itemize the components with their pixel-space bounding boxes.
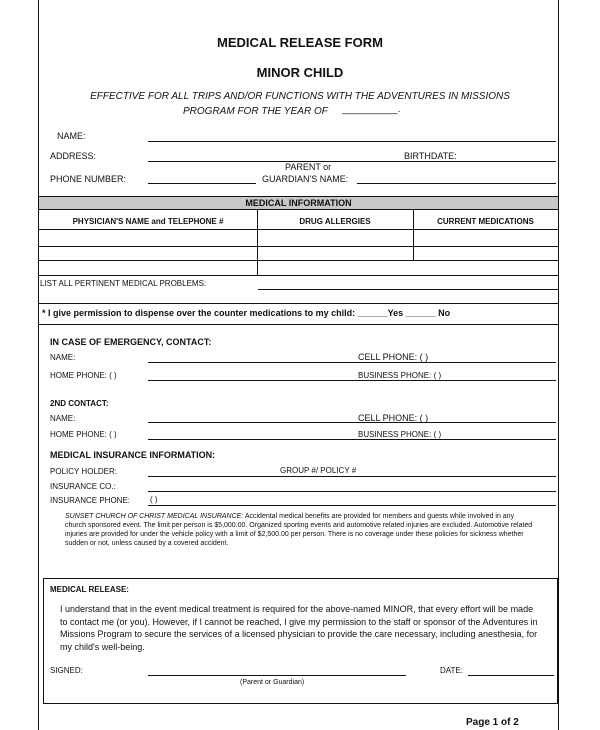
col-medications: CURRENT MEDICATIONS: [437, 217, 534, 226]
page-number: Page 1 of 2: [466, 717, 519, 728]
col-allergies: DRUG ALLERGIES: [299, 217, 371, 226]
birthdate-label: BIRTHDATE:: [404, 151, 457, 161]
medical-problems-label: LIST ALL PERTINENT MEDICAL PROBLEMS:: [40, 279, 207, 288]
parent-field[interactable]: [357, 183, 556, 184]
emergency-header: IN CASE OF EMERGENCY, CONTACT:: [50, 337, 212, 347]
name-label: NAME:: [57, 131, 86, 141]
second-home-label: HOME PHONE: ( ): [50, 430, 117, 439]
emergency-home-field[interactable]: [148, 380, 556, 381]
insurance-phone-paren: ( ): [150, 495, 158, 504]
address-field[interactable]: [148, 161, 556, 162]
group-policy-label: GROUP #/ POLICY #: [280, 466, 357, 475]
effective-line: EFFECTIVE FOR ALL TRIPS AND/OR FUNCTIONS WITH THE ADVENTURES IN MISSIONS: [90, 91, 510, 102]
parent-label-1: PARENT or: [285, 162, 332, 172]
insurance-header: MEDICAL INSURANCE INFORMATION:: [50, 450, 216, 460]
emergency-name-field[interactable]: [148, 362, 556, 363]
second-contact-header: 2ND CONTACT:: [50, 399, 109, 408]
col-physician: PHYSICIAN'S NAME and TELEPHONE #: [72, 217, 224, 226]
date-label: DATE:: [440, 666, 463, 675]
address-label: ADDRESS:: [50, 151, 97, 161]
parent-label-2: GUARDIAN'S NAME:: [262, 174, 349, 184]
year-field[interactable]: __________.: [342, 104, 401, 115]
form-title: MEDICAL RELEASE FORM: [217, 35, 383, 50]
date-field[interactable]: [468, 675, 554, 676]
emergency-home-label: HOME PHONE: ( ): [50, 371, 117, 380]
insurance-phone-label: INSURANCE PHONE:: [50, 496, 131, 505]
second-cell-label: CELL PHONE: ( ): [358, 413, 429, 423]
second-name-label: NAME:: [50, 414, 76, 423]
phone-label: PHONE NUMBER:: [50, 174, 127, 184]
insurance-note-lead: SUNSET CHURCH OF CHRIST MEDICAL INSURANCE:: [65, 513, 244, 520]
form-subtitle: MINOR CHILD: [256, 65, 344, 80]
page-border-right: [558, 0, 559, 730]
release-header: MEDICAL RELEASE:: [50, 585, 129, 594]
parent-guardian-caption: (Parent or Guardian): [240, 679, 305, 686]
year-label: PROGRAM FOR THE YEAR OF: [183, 106, 328, 117]
second-business-label: BUSINESS PHONE: ( ): [358, 430, 442, 439]
insurance-note: [65, 512, 535, 548]
phone-field[interactable]: [148, 183, 256, 184]
signed-label: SIGNED:: [50, 666, 83, 675]
policy-holder-label: POLICY HOLDER:: [50, 467, 117, 476]
medical-problems-field[interactable]: [258, 289, 558, 290]
insurance-phone-field[interactable]: [148, 505, 556, 506]
medical-info-header: MEDICAL INFORMATION: [39, 196, 558, 210]
policy-holder-field[interactable]: [148, 476, 556, 477]
insurance-note-body: Accidental medical benefits are provided for members and guests while involved in any church sponsored event. The limit per person is $5,000.00. Organized sporting events and automotive related injuries are excluded. Automotive related injuries are provided for under the vehicle policy with a limit of $2,500.00 per person. There is no coverage under these policies for sickness whether sudden or not, unless caused by a covered accident.: [65, 513, 533, 547]
page-border-left: [38, 0, 39, 730]
second-name-field[interactable]: [148, 422, 556, 423]
emergency-cell-label: CELL PHONE: ( ): [358, 352, 429, 362]
name-field[interactable]: [148, 141, 556, 142]
signature-field[interactable]: [148, 675, 406, 676]
emergency-business-label: BUSINESS PHONE: ( ): [358, 371, 442, 380]
otc-permission[interactable]: * I give permission to dispense over the counter medications to my child: ______Yes ______ No: [42, 308, 451, 318]
emergency-name-label: NAME:: [50, 353, 76, 362]
second-home-field[interactable]: [148, 439, 556, 440]
insurance-co-field[interactable]: [148, 491, 556, 492]
insurance-co-label: INSURANCE CO.:: [50, 482, 116, 491]
release-body: I understand that in the event medical treatment is required for the above-named MINOR, that every effort will be made to contact me (or you). However, if I cannot be reached, I give my permission to the staff or sponsor of the Adventures in Missions Program to secure the services of a licensed physician to provide the care necessary, including anesthesia, for my child's well-being.: [60, 604, 538, 652]
